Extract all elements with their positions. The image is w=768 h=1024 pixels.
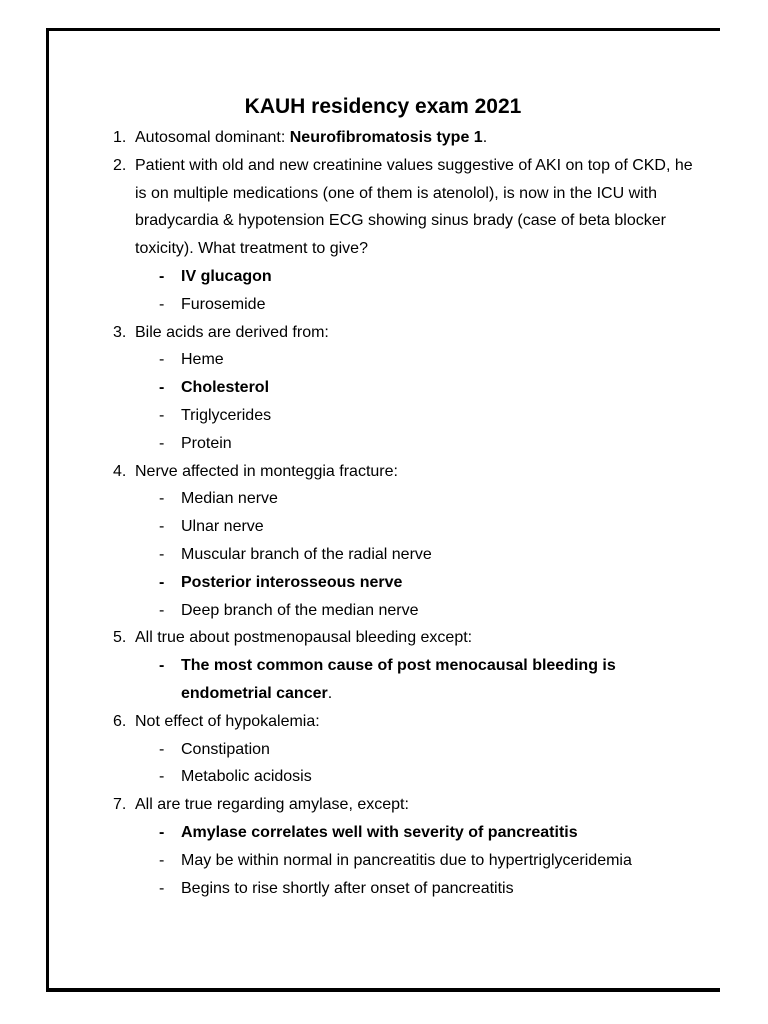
option-text: Deep branch of the median nerve xyxy=(181,601,419,619)
question-text: Bile acids are derived from: xyxy=(135,323,329,341)
question-text: Nerve affected in monteggia fracture: xyxy=(135,462,398,480)
option-text: The most common cause of post menocausal bleeding is endometrial cancer xyxy=(181,657,616,702)
question-number: 3. xyxy=(113,323,127,341)
question-number: 5. xyxy=(113,629,127,647)
option-dash: - xyxy=(159,573,165,591)
answer-option xyxy=(135,346,693,374)
answer-option xyxy=(135,402,693,430)
question-item xyxy=(113,152,693,319)
option-list xyxy=(135,346,693,457)
option-dash: - xyxy=(159,823,165,841)
question-item xyxy=(113,319,693,458)
answer-option xyxy=(135,875,693,903)
option-list xyxy=(135,652,693,708)
option-dash: - xyxy=(159,351,165,369)
option-list xyxy=(135,485,693,624)
option-text: Metabolic acidosis xyxy=(181,768,312,786)
option-dash: - xyxy=(159,879,165,897)
question-number: 4. xyxy=(113,462,127,480)
answer-option xyxy=(135,513,693,541)
option-dash: - xyxy=(159,545,165,563)
question-text: Autosomal dominant: xyxy=(135,129,290,146)
option-dash: - xyxy=(159,768,165,786)
answer-option xyxy=(135,736,693,764)
answer-option xyxy=(135,485,693,513)
question-list xyxy=(113,124,693,902)
question-number: 1. xyxy=(113,129,127,146)
option-text: Begins to rise shortly after onset of pancreatitis xyxy=(181,879,514,897)
option-dash: - xyxy=(159,267,165,285)
option-list xyxy=(135,736,693,792)
correct-answer-option xyxy=(135,819,693,847)
question-number: 6. xyxy=(113,712,127,730)
answer-option xyxy=(135,597,693,625)
option-dash: - xyxy=(159,740,165,758)
option-dash: - xyxy=(159,601,165,619)
option-list xyxy=(135,263,693,319)
answer-option xyxy=(135,763,693,791)
answer-option xyxy=(135,430,693,458)
question-text: All are true regarding amylase, except: xyxy=(135,796,409,814)
option-text: Posterior interosseous nerve xyxy=(181,573,403,591)
option-dash: - xyxy=(159,657,165,675)
option-text: Cholesterol xyxy=(181,379,270,397)
option-text: Ulnar nerve xyxy=(181,518,264,536)
option-dash: - xyxy=(159,379,165,397)
option-dash: - xyxy=(159,406,165,424)
option-text: Amylase correlates well with severity of pancreatitis xyxy=(181,823,578,841)
question-text: Not effect of hypokalemia: xyxy=(135,712,320,730)
option-text: Muscular branch of the radial nerve xyxy=(181,545,432,563)
option-dash: - xyxy=(159,518,165,536)
option-dash: - xyxy=(159,490,165,508)
option-text: Median nerve xyxy=(181,490,278,508)
question-item xyxy=(113,458,693,625)
option-text: May be within normal in pancreatitis due to hypertriglyceridemia xyxy=(181,851,632,869)
correct-answer-option xyxy=(135,263,693,291)
correct-answer-option xyxy=(135,569,693,597)
question-item xyxy=(113,624,693,707)
option-dash: - xyxy=(159,851,165,869)
question-number: 2. xyxy=(113,156,127,174)
option-text: Furosemide xyxy=(181,295,266,313)
question-tail: . xyxy=(482,129,488,146)
option-text: IV glucagon xyxy=(181,267,272,285)
answer-option xyxy=(135,847,693,875)
option-text: Heme xyxy=(181,351,224,369)
correct-answer-option xyxy=(135,374,693,402)
question-number: 7. xyxy=(113,796,127,814)
document-title: KAUH residency exam 2021 xyxy=(244,95,522,118)
answer-option xyxy=(135,291,693,319)
answer-option xyxy=(135,541,693,569)
question-answer: Neurofibromatosis type 1 xyxy=(289,129,483,146)
question-text: Patient with old and new creatinine values suggestive of AKI on top of CKD, he is on multiple medications (one of them is atenolol), is now in the ICU with bradycardia & hypotension ECG showing sinus brady (case of beta blocker toxicity). What treatment to give? xyxy=(135,156,693,258)
question-item xyxy=(113,124,693,152)
option-text: Protein xyxy=(181,434,232,452)
question-text: All true about postmenopausal bleeding except: xyxy=(135,629,473,647)
question-item xyxy=(113,708,693,791)
option-text: Triglycerides xyxy=(181,406,272,424)
correct-answer-option xyxy=(135,652,693,708)
option-dash: - xyxy=(159,295,165,313)
question-item xyxy=(113,791,693,902)
option-text: Constipation xyxy=(181,740,270,758)
option-list xyxy=(135,819,693,902)
option-dash: - xyxy=(159,434,165,452)
option-tail: . xyxy=(327,684,333,702)
